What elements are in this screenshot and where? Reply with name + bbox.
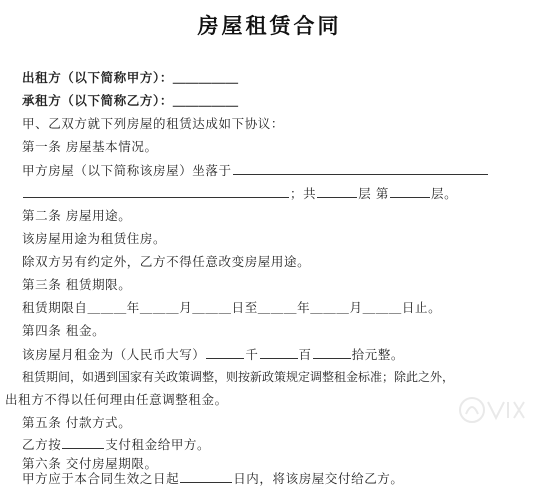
lessor-line: 出租方（以下简称甲方）：＿＿＿＿＿ — [22, 70, 239, 85]
article-1-address-line — [22, 162, 489, 179]
handover-days-blank — [180, 470, 232, 483]
article-5-title: 第五条 付款方式。 — [22, 415, 132, 430]
article-5-text — [22, 436, 210, 453]
article-2-title: 第二条 房屋用途。 — [22, 208, 132, 223]
address-label: 甲方房屋（以下简称该房屋）坐落于 — [22, 163, 232, 178]
article-3-text: 租赁期限自＿＿＿年＿＿＿月＿＿＿日至＿＿＿年＿＿＿月＿＿＿日止。 — [22, 300, 442, 315]
article-4-rent-line — [22, 346, 404, 363]
address-continuation-blank — [23, 185, 289, 198]
handover-label: 甲方应于本合同生效之日起 — [22, 471, 180, 486]
article-4-text-2: 租赁期间，如遇到国家有关政策调整，则按新政策规定调整租金标准；除此之外， — [22, 370, 455, 384]
rent-thousands-label: 千 — [245, 347, 259, 362]
rent-tens-blank — [313, 346, 351, 359]
floor-number-label: 层 第 — [358, 186, 389, 201]
payment-method-blank — [62, 436, 104, 449]
floor-end-label: 层。 — [430, 186, 458, 201]
rent-thousands-blank — [206, 346, 244, 359]
payment-label-end: 支付租金给甲方。 — [105, 437, 211, 452]
payment-label: 乙方按 — [22, 437, 62, 452]
article-6-title: 第六条 交付房屋期限。 — [22, 456, 158, 471]
rent-label: 该房屋月租金为（人民币大写） — [22, 347, 206, 362]
floor-number-blank — [390, 185, 430, 198]
total-floors-label: ；共 — [290, 186, 317, 201]
lessee-line: 承租方（以下简称乙方）：＿＿＿＿＿ — [22, 93, 239, 108]
article-1-floor-line — [22, 185, 457, 202]
intro-line: 甲、乙双方就下列房屋的租赁达成如下协议： — [22, 116, 285, 131]
article-1-title: 第一条 房屋基本情况。 — [22, 139, 158, 154]
article-3-title: 第三条 租赁期限。 — [22, 277, 132, 292]
handover-label-end: 日内，将该房屋交付给乙方。 — [233, 471, 404, 486]
article-4-title: 第四条 租金。 — [22, 323, 106, 338]
address-blank — [233, 162, 488, 175]
article-6-text — [22, 470, 404, 487]
rent-hundreds-blank — [260, 346, 298, 359]
article-4-text-3: 出租方不得以任何理由任意调整租金。 — [5, 392, 228, 407]
article-2-text-1: 该房屋用途为租赁住房。 — [22, 231, 167, 246]
rent-hundreds-label: 百 — [298, 347, 312, 362]
rent-tens-label: 拾元整。 — [351, 347, 405, 362]
total-floors-blank — [317, 185, 357, 198]
watermark-logo-icon — [458, 392, 530, 428]
document-title: 房屋租赁合同 — [197, 13, 342, 38]
article-2-text-2: 除双方另有约定外，乙方不得任意改变房屋用途。 — [22, 254, 311, 269]
